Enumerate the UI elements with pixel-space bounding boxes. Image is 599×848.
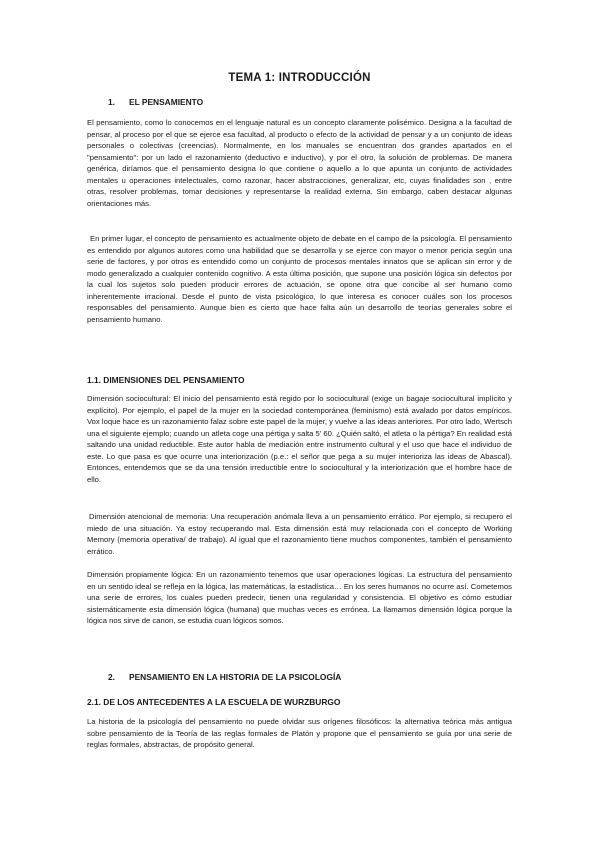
paragraph: La historia de la psicología del pensamiento no puede olvidar sus orígenes filosóficos: la alternativa teórica más antigua sobre pensamiento de la Teoría de las reglas formales de Platón y propone que el pensamiento se guía por una serie de reglas formales, abstractas, de propósito general.	[87, 717, 512, 750]
section-1-title: EL PENSAMIENTO	[129, 97, 204, 107]
document-title: TEMA 1: INTRODUCCIÓN	[228, 72, 371, 84]
paragraph: Dimensión sociocultural: El inicio del pensamiento está regido por lo sociocultural (exige un bagaje sociocultural implícito y explícito). Por ejemplo, el papel de la mujer en la sociedad contemporánea (feminismo) está avalado por datos empíricos. Vox loque hace es un razonamiento falaz sobre este papel de la mujer, y vuelve a las ideas anteriores. Por otro lado, Wertsch una el siguiente ejemplo; cuando un atleta coge una pértiga y salta 5' 60. ¿Quién saltó, el atleta o la pértiga? En realidad está saltando una unidad reductible. Este autor habla de mediación entre instrumento cultural y el uso que hace el individuo de este. Lo que pasa es que ocurre una interiorización (p.e.: el señor que pega a su mujer interioriza las ideas de Abascal). Entonces, entendemos que se da una tensión irreductible entre lo sociocultural y la interiorización que el hombre hace de ello.	[87, 394, 513, 484]
paragraph: Dimensión atencional de memoria: Una recuperación anómala lleva a un pensamiento errático. Por ejemplo, si recupero el miedo de una situación. Ya estoy recuperando mal. Esta dimensión está muy relacionada con el concepto de Working Memory (memoria operativa/ de trabajo). Al igual que el razonamiento tiene muchos componentes, también el pensamiento errático.	[87, 512, 512, 556]
section-2-heading	[108, 672, 341, 682]
section-1-1-heading: 1.1. DIMENSIONES DEL PENSAMIENTO	[87, 375, 245, 385]
section-2-number: 2.	[108, 672, 115, 682]
paragraph: Dimensión propiamente lógica: En un razonamiento tenemos que usar operaciones lógicas. La estructura del pensamiento en un sentido ideal se refleja en la lógica, las matemáticas, la estadística… En los seres humanos no ocurre así. Cometemos una serie de errores, los cuales pueden predecir, tienen una regularidad y consistencia. El objetivo es cómo estudiar sistemáticamente esta dimensión lógica (humana) que muchas veces es errónea. La llamamos dimensión lógica porque la lógica nos sirve de canon, se estudia cuan lógicos somos.	[87, 570, 512, 626]
paragraph: En primer lugar, el concepto de pensamiento es actualmente objeto de debate en el campo de la psicología. El pensamiento es entendido por algunos autores como una habilidad que se desarrolla y se ejerce con mayor o menor pericia según una serie de factores, y por otros es entendido como un conjunto de procesos mentales innatos que se aplican sin error y de modo generalizado a cualquier contenido cognitivo. A esta última posición, que supone una posición lógica sin defectos por la cual los sujetos solo pueden producir errores de actuación, se opone otra que concibe al ser humano como inherentemente irracional. Desde el punto de vista psicológico, lo que interesa es conocer cuáles son los procesos responsables del pensamiento. Aunque bien es cierto que hace falta aún un desarrollo de teorías generales sobre el pensamiento humano.	[87, 234, 512, 324]
section-2-title: PENSAMIENTO EN LA HISTORIA DE LA PSICOLOGÍA	[129, 672, 342, 682]
section-1-number: 1.	[108, 97, 115, 107]
section-1-heading	[108, 97, 203, 107]
paragraph: El pensamiento, como lo conocemos en el lenguaje natural es un concepto claramente polisémico. Designa a la facultad de pensar, al proceso por el que se ejerce esa facultad, al producto o efecto de la actividad de pensar y a un conjunto de ideas personales o colectivas (creencias). Normalmente, en los manuales se encuentran dos grandes apartados en el "pensamiento": por un lado el razonamiento (deductivo e inductivo), y por el otro, la solución de problemas. De manera genérica, diríamos que el pensamiento designa lo que contiene o aquello a lo que apunta un conjunto de actividades mentales u operaciones intelectuales, como razonar, hacer abstracciones, generalizar, etc, cuyas finalidades son , entre otras, resolver problemas, tomar decisiones y representarse la realidad externa. Sin embargo, caben destacar algunas orientaciones más.	[87, 118, 512, 208]
section-2-1-heading: 2.1. DE LOS ANTECEDENTES A LA ESCUELA DE WURZBURGO	[87, 697, 341, 707]
